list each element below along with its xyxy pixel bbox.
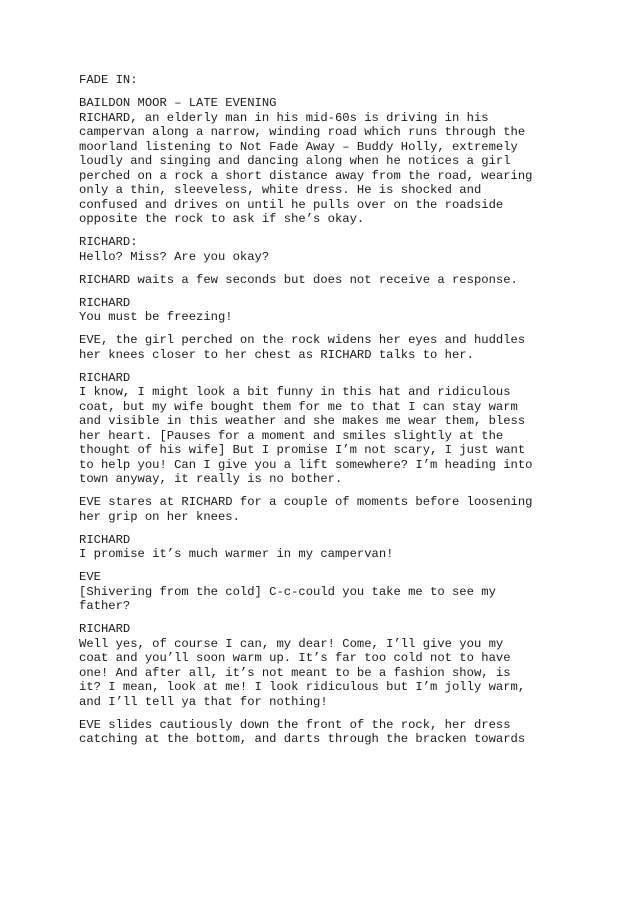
script-line: catching at the bottom, and darts through the bracken towards: [79, 732, 526, 746]
script-line: BAILDON MOOR – LATE EVENING: [79, 96, 277, 110]
script-line: RICHARD: [79, 295, 131, 310]
script-line: loudly and singing and dancing along when he notices a girl: [79, 154, 511, 168]
script-line: opposite the rock to ask if she’s okay.: [79, 212, 365, 226]
script-line: her heart. [Pauses for a moment and smiles slightly at the: [79, 428, 504, 443]
screenplay-text: [79, 73, 559, 755]
script-line: coat and you’ll soon warm up. It’s far too cold not to have: [79, 651, 511, 665]
script-line: campervan along a narrow, winding road which runs through the: [79, 125, 526, 139]
script-line: her knees closer to her chest as RICHARD talks to her.: [79, 347, 474, 362]
script-paragraph: [79, 333, 559, 362]
script-paragraph: [79, 533, 559, 562]
script-line: RICHARD: [79, 370, 131, 385]
script-line: You must be freezing!: [79, 310, 233, 324]
script-paragraph: [79, 495, 559, 524]
script-line: it? I mean, look at me! I look ridiculous but I’m jolly warm,: [79, 680, 526, 694]
script-line: only a thin, sleeveless, white dress. He is shocked and: [79, 183, 482, 197]
script-line: EVE stares at RICHARD for a couple of moments before loosening: [79, 495, 533, 509]
script-line: perched on a rock a short distance away from the road, wearing: [79, 168, 533, 183]
script-line: confused and drives on until he pulls over on the roadside: [79, 197, 504, 212]
script-paragraph: [79, 570, 559, 614]
script-line: coat, but my wife bought them for me to that I can stay warm: [79, 399, 518, 414]
script-line: Well yes, of course I can, my dear! Come, I’ll give you my: [79, 636, 504, 651]
script-line: one! And after all, it’s not meant to be a fashion show, is: [79, 665, 511, 680]
script-paragraph: [79, 235, 559, 264]
script-line: I know, I might look a bit funny in this hat and ridiculous: [79, 385, 511, 399]
script-paragraph: [79, 96, 559, 227]
script-line: father?: [79, 599, 131, 613]
script-line: thought of his wife] But I promise I’m not scary, I just want: [79, 443, 526, 457]
script-line: I promise it’s much warmer in my campervan!: [79, 547, 394, 561]
script-line: RICHARD: [79, 532, 131, 547]
script-paragraph: [79, 73, 559, 88]
script-paragraph: [79, 371, 559, 487]
script-paragraph: [79, 273, 559, 288]
script-line: to help you! Can I give you a lift somewhere? I’m heading into: [79, 457, 533, 472]
script-line: and I’ll tell ya that for nothing!: [79, 694, 328, 709]
script-line: EVE: [79, 570, 101, 584]
script-line: RICHARD: [79, 622, 131, 636]
script-paragraph: [79, 718, 559, 747]
script-line: RICHARD waits a few seconds but does not receive a response.: [79, 272, 518, 287]
script-line: moorland listening to Not Fade Away – Buddy Holly, extremely: [79, 139, 518, 154]
script-line: [Shivering from the cold] C-c-could you take me to see my: [79, 584, 496, 599]
script-line: EVE slides cautiously down the front of the rock, her dress: [79, 717, 511, 732]
script-paragraph: [79, 296, 559, 325]
script-line: FADE IN:: [79, 73, 138, 87]
script-line: RICHARD:: [79, 235, 138, 249]
script-line: Hello? Miss? Are you okay?: [79, 249, 270, 264]
script-line: town anyway, it really is no bother.: [79, 472, 343, 486]
script-paragraph: [79, 622, 559, 709]
script-line: EVE, the girl perched on the rock widens her eyes and huddles: [79, 333, 526, 347]
script-line: and visible in this weather and she makes me wear them, bless: [79, 414, 526, 428]
script-line: her grip on her knees.: [79, 509, 240, 524]
script-line: RICHARD, an elderly man in his mid-60s is driving in his: [79, 110, 489, 125]
